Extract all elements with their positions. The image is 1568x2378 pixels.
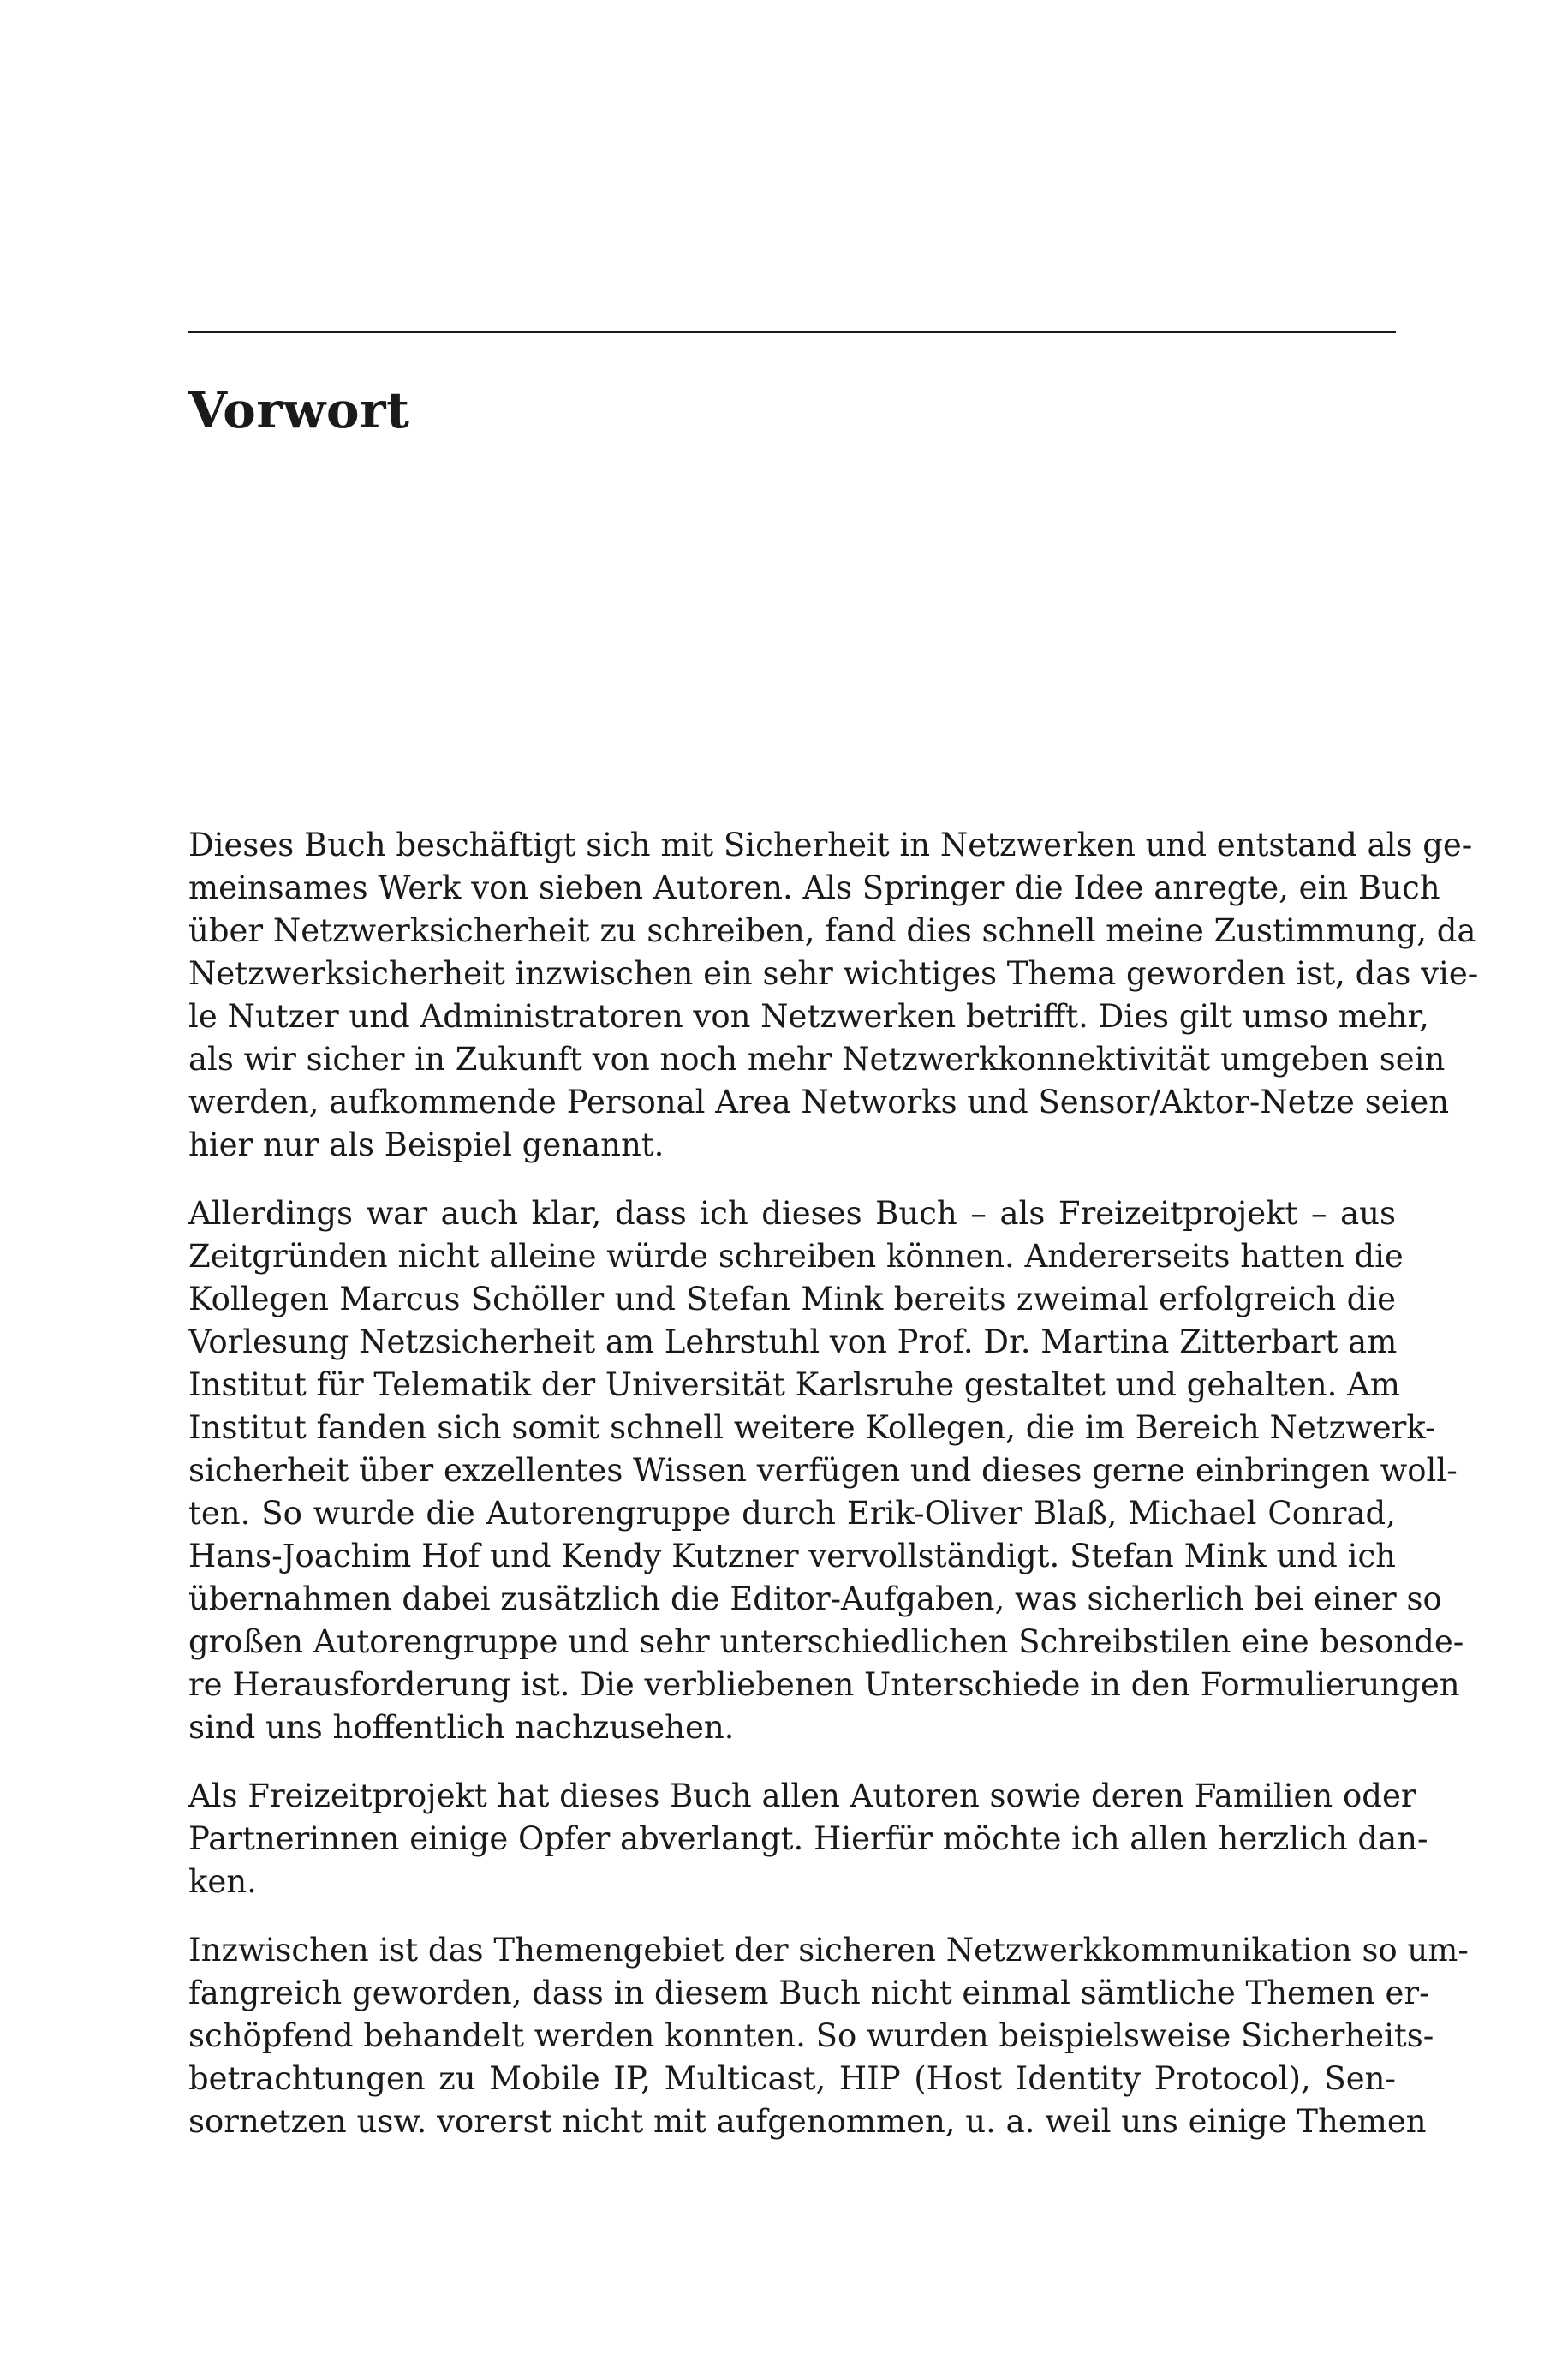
text-line: als wir sicher in Zukunft von noch mehr Netzwerkkonnektivität umgeben sein	[188, 1041, 1446, 1078]
text-line: Kollegen Marcus Schöller und Stefan Mink bereits zweimal erfolgreich die	[188, 1281, 1396, 1317]
text-line: Zeitgründen nicht alleine würde schreiben können. Andererseits hatten die	[188, 1238, 1404, 1275]
text-line: Inzwischen ist das Themengebiet der sicheren Netzwerkkommunikation so um-	[188, 1932, 1469, 1969]
text-line: ten. So wurde die Autorengruppe durch Erik-Oliver Blaß, Michael Conrad,	[188, 1495, 1396, 1532]
text-line: Hans-Joachim Hof und Kendy Kutzner vervollständigt. Stefan Mink und ich	[188, 1538, 1396, 1574]
paragraph-1	[188, 824, 1479, 1167]
text-line: sornetzen usw. vorerst nicht mit aufgenommen, u. a. weil uns einige Themen	[188, 2103, 1427, 2140]
text-line: über Netzwerksicherheit zu schreiben, fand dies schnell meine Zustimmung, da	[188, 912, 1476, 949]
text-line: Dieses Buch beschäftigt sich mit Sicherheit in Netzwerken und entstand als ge-	[188, 827, 1473, 863]
text-line: Vorlesung Netzsicherheit am Lehrstuhl von Prof. Dr. Martina Zitterbart am	[188, 1323, 1398, 1360]
paragraph-2	[188, 1192, 1464, 1749]
text-line: ken.	[188, 1863, 257, 1900]
paragraph-4	[188, 1929, 1469, 2143]
text-line: Partnerinnen einige Opfer abverlangt. Hierfür möchte ich allen herzlich dan-	[188, 1820, 1428, 1857]
chapter-title: Vorwort	[188, 381, 410, 439]
text-line: Institut fanden sich somit schnell weitere Kollegen, die im Bereich Netzwerk-	[188, 1409, 1436, 1446]
text-line: werden, aufkommende Personal Area Networks und Sensor/Aktor-Netze seien	[188, 1084, 1450, 1120]
text-line: sind uns hoffentlich nachzusehen.	[188, 1709, 735, 1746]
text-line: betrachtungen zu Mobile IP, Multicast, HIP (Host Identity Protocol), Sen-	[188, 2060, 1396, 2097]
text-line: Als Freizeitprojekt hat dieses Buch allen Autoren sowie deren Familien oder	[188, 1778, 1416, 1814]
text-line: Allerdings war auch klar, dass ich dieses Buch – als Freizeitprojekt – aus	[188, 1195, 1396, 1232]
text-line: schöpfend behandelt werden konnten. So wurden beispielsweise Sicherheits-	[188, 2017, 1434, 2054]
text-line: le Nutzer und Administratoren von Netzwerken betrifft. Dies gilt umso mehr,	[188, 998, 1429, 1035]
text-line: Netzwerksicherheit inzwischen ein sehr wichtiges Thema geworden ist, das vie-	[188, 955, 1479, 992]
body-text	[188, 824, 1479, 2169]
text-line: Institut für Telematik der Universität Karlsruhe gestaltet und gehalten. Am	[188, 1366, 1400, 1403]
text-line: meinsames Werk von sieben Autoren. Als Springer die Idee anregte, ein Buch	[188, 869, 1440, 906]
book-page	[188, 0, 1479, 2378]
text-line: fangreich geworden, dass in diesem Buch nicht einmal sämtliche Themen er-	[188, 1975, 1430, 2011]
text-line: re Herausforderung ist. Die verbliebenen Unterschiede in den Formulierungen	[188, 1666, 1460, 1703]
chapter-rule	[188, 331, 1396, 333]
paragraph-3	[188, 1775, 1428, 1903]
text-line: sicherheit über exzellentes Wissen verfügen und dieses gerne einbringen woll-	[188, 1452, 1458, 1489]
text-line: großen Autorengruppe und sehr unterschiedlichen Schreibstilen eine besonde-	[188, 1623, 1464, 1660]
text-line: hier nur als Beispiel genannt.	[188, 1126, 665, 1163]
text-line: übernahmen dabei zusätzlich die Editor-Aufgaben, was sicherlich bei einer so	[188, 1580, 1442, 1617]
